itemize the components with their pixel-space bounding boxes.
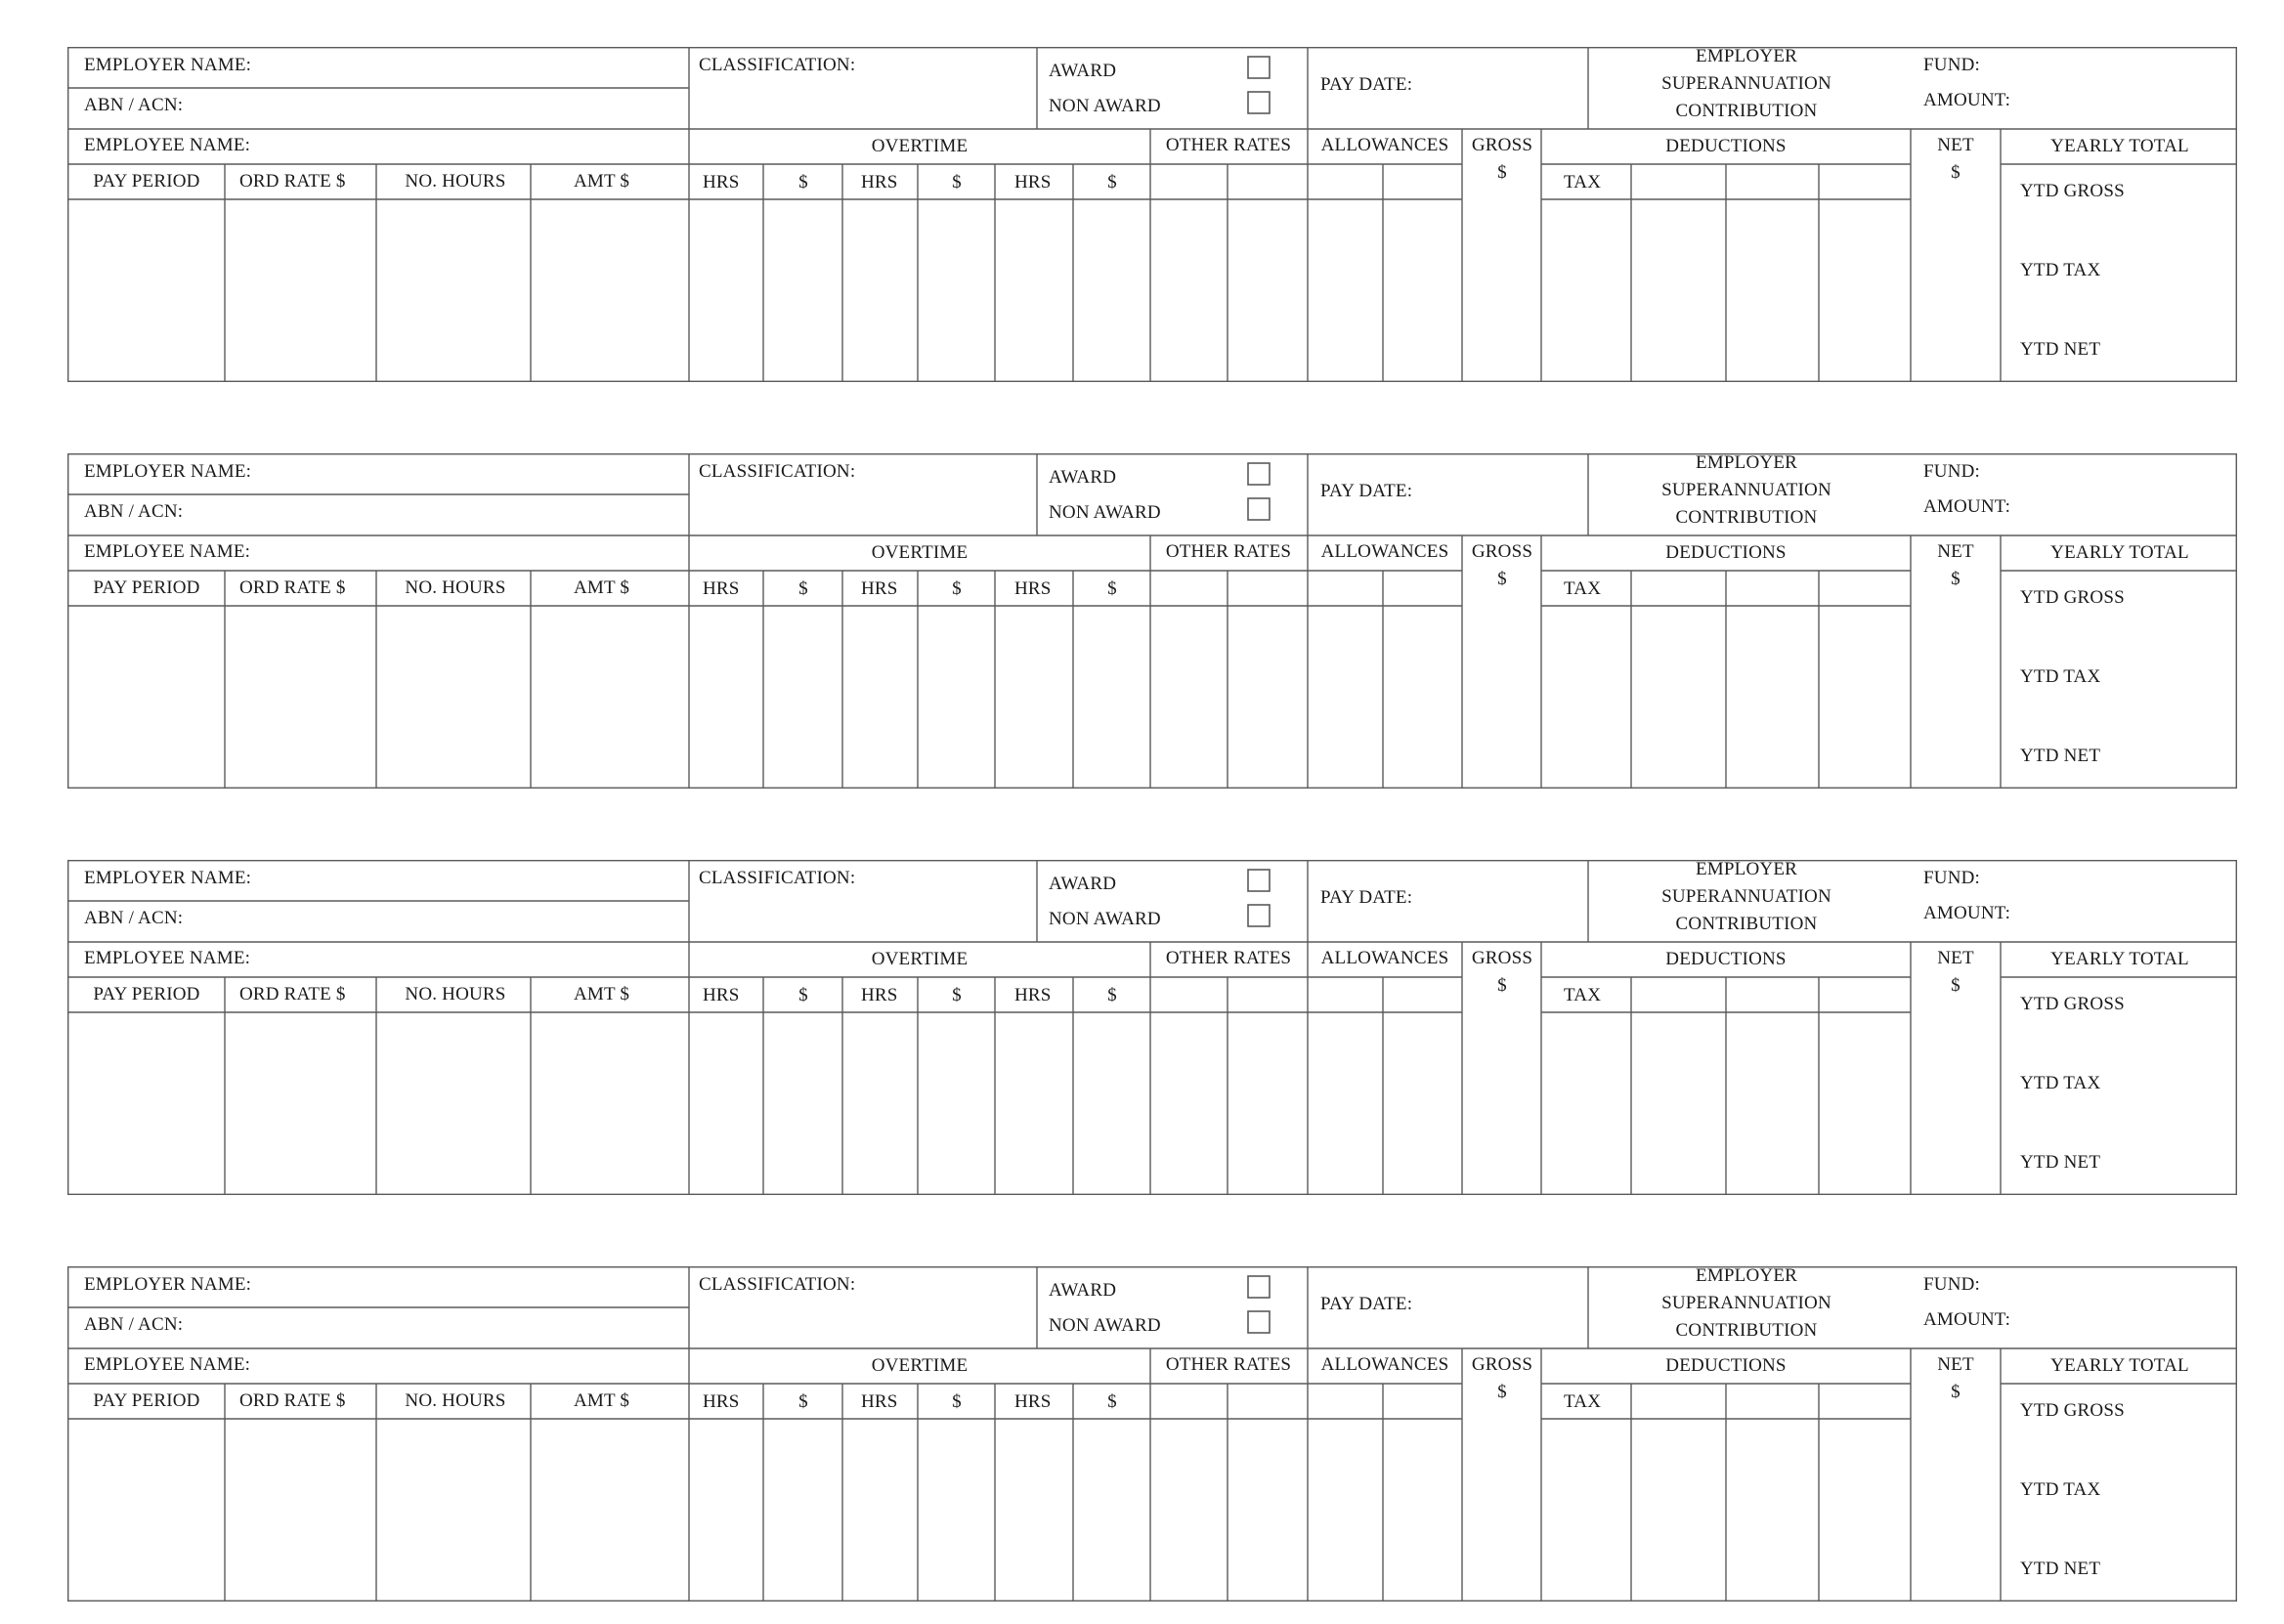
pay-period-header: PAY PERIOD xyxy=(93,984,200,1004)
pay-period-header: PAY PERIOD xyxy=(93,1390,200,1411)
tax-header: TAX xyxy=(1564,1391,1602,1412)
amount-label: AMOUNT: xyxy=(1923,90,2011,110)
award-checkbox[interactable] xyxy=(1248,463,1270,485)
ot-hrs-1-header: HRS xyxy=(703,578,740,599)
ot-hrs-3-header: HRS xyxy=(1014,985,1052,1005)
amt-header: AMT $ xyxy=(574,577,630,598)
employee-name-label: EMPLOYEE NAME: xyxy=(84,541,251,562)
pay-slip xyxy=(67,47,2237,382)
deductions-header: DEDUCTIONS xyxy=(1665,542,1787,563)
abn-acn-label: ABN / ACN: xyxy=(84,501,184,522)
non-award-label: NON AWARD xyxy=(1049,502,1161,523)
super-label-line3: CONTRIBUTION xyxy=(1675,101,1818,121)
employer-name-label: EMPLOYER NAME: xyxy=(84,1274,252,1295)
tax-header: TAX xyxy=(1564,985,1602,1005)
pay-date-label: PAY DATE: xyxy=(1320,481,1413,501)
deductions-header: DEDUCTIONS xyxy=(1665,949,1787,969)
non-award-checkbox[interactable] xyxy=(1248,92,1270,113)
award-label: AWARD xyxy=(1049,874,1117,894)
amt-header: AMT $ xyxy=(574,1390,630,1411)
ytd-tax-label: YTD TAX xyxy=(2020,260,2101,280)
ytd-gross-label: YTD GROSS xyxy=(2020,587,2125,608)
yearly-total-header: YEARLY TOTAL xyxy=(2050,949,2189,969)
ot-hrs-1-header: HRS xyxy=(703,172,740,192)
abn-acn-label: ABN / ACN: xyxy=(84,1314,184,1335)
tax-header: TAX xyxy=(1564,172,1602,192)
allowances-header: ALLOWANCES xyxy=(1320,541,1449,562)
fund-label: FUND: xyxy=(1923,1274,1981,1295)
ot-hrs-2-header: HRS xyxy=(861,578,898,599)
yearly-total-header: YEARLY TOTAL xyxy=(2050,1355,2189,1376)
ot-dollar-2-header: $ xyxy=(952,1391,962,1412)
classification-label: CLASSIFICATION: xyxy=(699,55,856,75)
ot-dollar-2-header: $ xyxy=(952,985,962,1005)
gross-header: GROSS xyxy=(1471,541,1533,562)
ot-dollar-3-header: $ xyxy=(1107,578,1117,599)
ot-hrs-2-header: HRS xyxy=(861,172,898,192)
ot-dollar-3-header: $ xyxy=(1107,1391,1117,1412)
fund-label: FUND: xyxy=(1923,461,1981,482)
ytd-gross-label: YTD GROSS xyxy=(2020,994,2125,1014)
gross-header: GROSS xyxy=(1471,1354,1533,1375)
net-dollar: $ xyxy=(1951,975,1961,996)
non-award-checkbox[interactable] xyxy=(1248,905,1270,926)
amount-label: AMOUNT: xyxy=(1923,903,2011,923)
yearly-total-header: YEARLY TOTAL xyxy=(2050,136,2189,156)
other-rates-header: OTHER RATES xyxy=(1165,948,1292,968)
fund-label: FUND: xyxy=(1923,868,1981,888)
other-rates-header: OTHER RATES xyxy=(1165,1354,1292,1375)
super-label-line2: SUPERANNUATION xyxy=(1661,1293,1832,1313)
ot-hrs-3-header: HRS xyxy=(1014,578,1052,599)
award-checkbox[interactable] xyxy=(1248,1276,1270,1298)
overtime-header: OVERTIME xyxy=(871,1355,969,1376)
non-award-checkbox[interactable] xyxy=(1248,498,1270,520)
gross-header: GROSS xyxy=(1471,948,1533,968)
net-dollar: $ xyxy=(1951,569,1961,589)
award-checkbox[interactable] xyxy=(1248,57,1270,78)
gross-dollar: $ xyxy=(1497,1382,1507,1402)
net-header: NET xyxy=(1937,135,1974,155)
ot-hrs-2-header: HRS xyxy=(861,985,898,1005)
employer-name-label: EMPLOYER NAME: xyxy=(84,461,252,482)
ord-rate-header: ORD RATE $ xyxy=(239,171,346,192)
ytd-tax-label: YTD TAX xyxy=(2020,666,2101,687)
gross-dollar: $ xyxy=(1497,162,1507,183)
amt-header: AMT $ xyxy=(574,171,630,192)
tax-header: TAX xyxy=(1564,578,1602,599)
ord-rate-header: ORD RATE $ xyxy=(239,1390,346,1411)
pay-slip xyxy=(67,1266,2237,1602)
super-label-line1: EMPLOYER xyxy=(1696,46,1797,66)
pay-date-label: PAY DATE: xyxy=(1320,887,1413,908)
abn-acn-label: ABN / ACN: xyxy=(84,908,184,928)
award-label: AWARD xyxy=(1049,467,1117,488)
deductions-header: DEDUCTIONS xyxy=(1665,136,1787,156)
non-award-label: NON AWARD xyxy=(1049,909,1161,929)
ot-dollar-3-header: $ xyxy=(1107,172,1117,192)
non-award-label: NON AWARD xyxy=(1049,1315,1161,1336)
ytd-net-label: YTD NET xyxy=(2020,1559,2101,1579)
super-label-line3: CONTRIBUTION xyxy=(1675,507,1818,528)
super-label-line2: SUPERANNUATION xyxy=(1661,886,1832,907)
deductions-header: DEDUCTIONS xyxy=(1665,1355,1787,1376)
classification-label: CLASSIFICATION: xyxy=(699,868,856,888)
ot-hrs-3-header: HRS xyxy=(1014,1391,1052,1412)
ytd-gross-label: YTD GROSS xyxy=(2020,1400,2125,1421)
classification-label: CLASSIFICATION: xyxy=(699,1274,856,1295)
gross-header: GROSS xyxy=(1471,135,1533,155)
abn-acn-label: ABN / ACN: xyxy=(84,95,184,115)
super-label-line2: SUPERANNUATION xyxy=(1661,480,1832,500)
no-hours-header: NO. HOURS xyxy=(405,577,506,598)
net-header: NET xyxy=(1937,541,1974,562)
net-header: NET xyxy=(1937,1354,1974,1375)
super-label-line3: CONTRIBUTION xyxy=(1675,914,1818,934)
ot-hrs-3-header: HRS xyxy=(1014,172,1052,192)
ytd-gross-label: YTD GROSS xyxy=(2020,181,2125,201)
pay-slip xyxy=(67,453,2237,789)
super-label-line1: EMPLOYER xyxy=(1696,859,1797,879)
other-rates-header: OTHER RATES xyxy=(1165,135,1292,155)
ot-dollar-1-header: $ xyxy=(798,578,808,599)
pay-period-header: PAY PERIOD xyxy=(93,577,200,598)
super-label-line2: SUPERANNUATION xyxy=(1661,73,1832,94)
overtime-header: OVERTIME xyxy=(871,949,969,969)
allowances-header: ALLOWANCES xyxy=(1320,948,1449,968)
non-award-checkbox[interactable] xyxy=(1248,1311,1270,1333)
ot-dollar-2-header: $ xyxy=(952,578,962,599)
ytd-tax-label: YTD TAX xyxy=(2020,1073,2101,1093)
amount-label: AMOUNT: xyxy=(1923,1309,2011,1330)
employer-name-label: EMPLOYER NAME: xyxy=(84,55,252,75)
overtime-header: OVERTIME xyxy=(871,136,969,156)
ytd-net-label: YTD NET xyxy=(2020,746,2101,766)
net-header: NET xyxy=(1937,948,1974,968)
pay-period-header: PAY PERIOD xyxy=(93,171,200,192)
super-label-line1: EMPLOYER xyxy=(1696,452,1797,473)
ot-dollar-1-header: $ xyxy=(798,985,808,1005)
ot-hrs-2-header: HRS xyxy=(861,1391,898,1412)
other-rates-header: OTHER RATES xyxy=(1165,541,1292,562)
non-award-label: NON AWARD xyxy=(1049,96,1161,116)
employer-name-label: EMPLOYER NAME: xyxy=(84,868,252,888)
pay-slip xyxy=(67,860,2237,1195)
pay-date-label: PAY DATE: xyxy=(1320,1294,1413,1314)
fund-label: FUND: xyxy=(1923,55,1981,75)
amt-header: AMT $ xyxy=(574,984,630,1004)
gross-dollar: $ xyxy=(1497,975,1507,996)
pay-date-label: PAY DATE: xyxy=(1320,74,1413,95)
award-label: AWARD xyxy=(1049,61,1117,81)
allowances-header: ALLOWANCES xyxy=(1320,1354,1449,1375)
award-label: AWARD xyxy=(1049,1280,1117,1301)
ot-dollar-1-header: $ xyxy=(798,1391,808,1412)
employee-name-label: EMPLOYEE NAME: xyxy=(84,1354,251,1375)
ot-dollar-1-header: $ xyxy=(798,172,808,192)
allowances-header: ALLOWANCES xyxy=(1320,135,1449,155)
amount-label: AMOUNT: xyxy=(1923,496,2011,517)
net-dollar: $ xyxy=(1951,162,1961,183)
award-checkbox[interactable] xyxy=(1248,870,1270,891)
ord-rate-header: ORD RATE $ xyxy=(239,577,346,598)
net-dollar: $ xyxy=(1951,1382,1961,1402)
yearly-total-header: YEARLY TOTAL xyxy=(2050,542,2189,563)
ot-hrs-1-header: HRS xyxy=(703,985,740,1005)
employee-name-label: EMPLOYEE NAME: xyxy=(84,948,251,968)
ot-dollar-3-header: $ xyxy=(1107,985,1117,1005)
classification-label: CLASSIFICATION: xyxy=(699,461,856,482)
ord-rate-header: ORD RATE $ xyxy=(239,984,346,1004)
no-hours-header: NO. HOURS xyxy=(405,984,506,1004)
gross-dollar: $ xyxy=(1497,569,1507,589)
ytd-net-label: YTD NET xyxy=(2020,1152,2101,1173)
no-hours-header: NO. HOURS xyxy=(405,1390,506,1411)
ot-dollar-2-header: $ xyxy=(952,172,962,192)
super-label-line1: EMPLOYER xyxy=(1696,1265,1797,1286)
no-hours-header: NO. HOURS xyxy=(405,171,506,192)
super-label-line3: CONTRIBUTION xyxy=(1675,1320,1818,1341)
ytd-net-label: YTD NET xyxy=(2020,339,2101,360)
overtime-header: OVERTIME xyxy=(871,542,969,563)
ot-hrs-1-header: HRS xyxy=(703,1391,740,1412)
ytd-tax-label: YTD TAX xyxy=(2020,1479,2101,1500)
employee-name-label: EMPLOYEE NAME: xyxy=(84,135,251,155)
